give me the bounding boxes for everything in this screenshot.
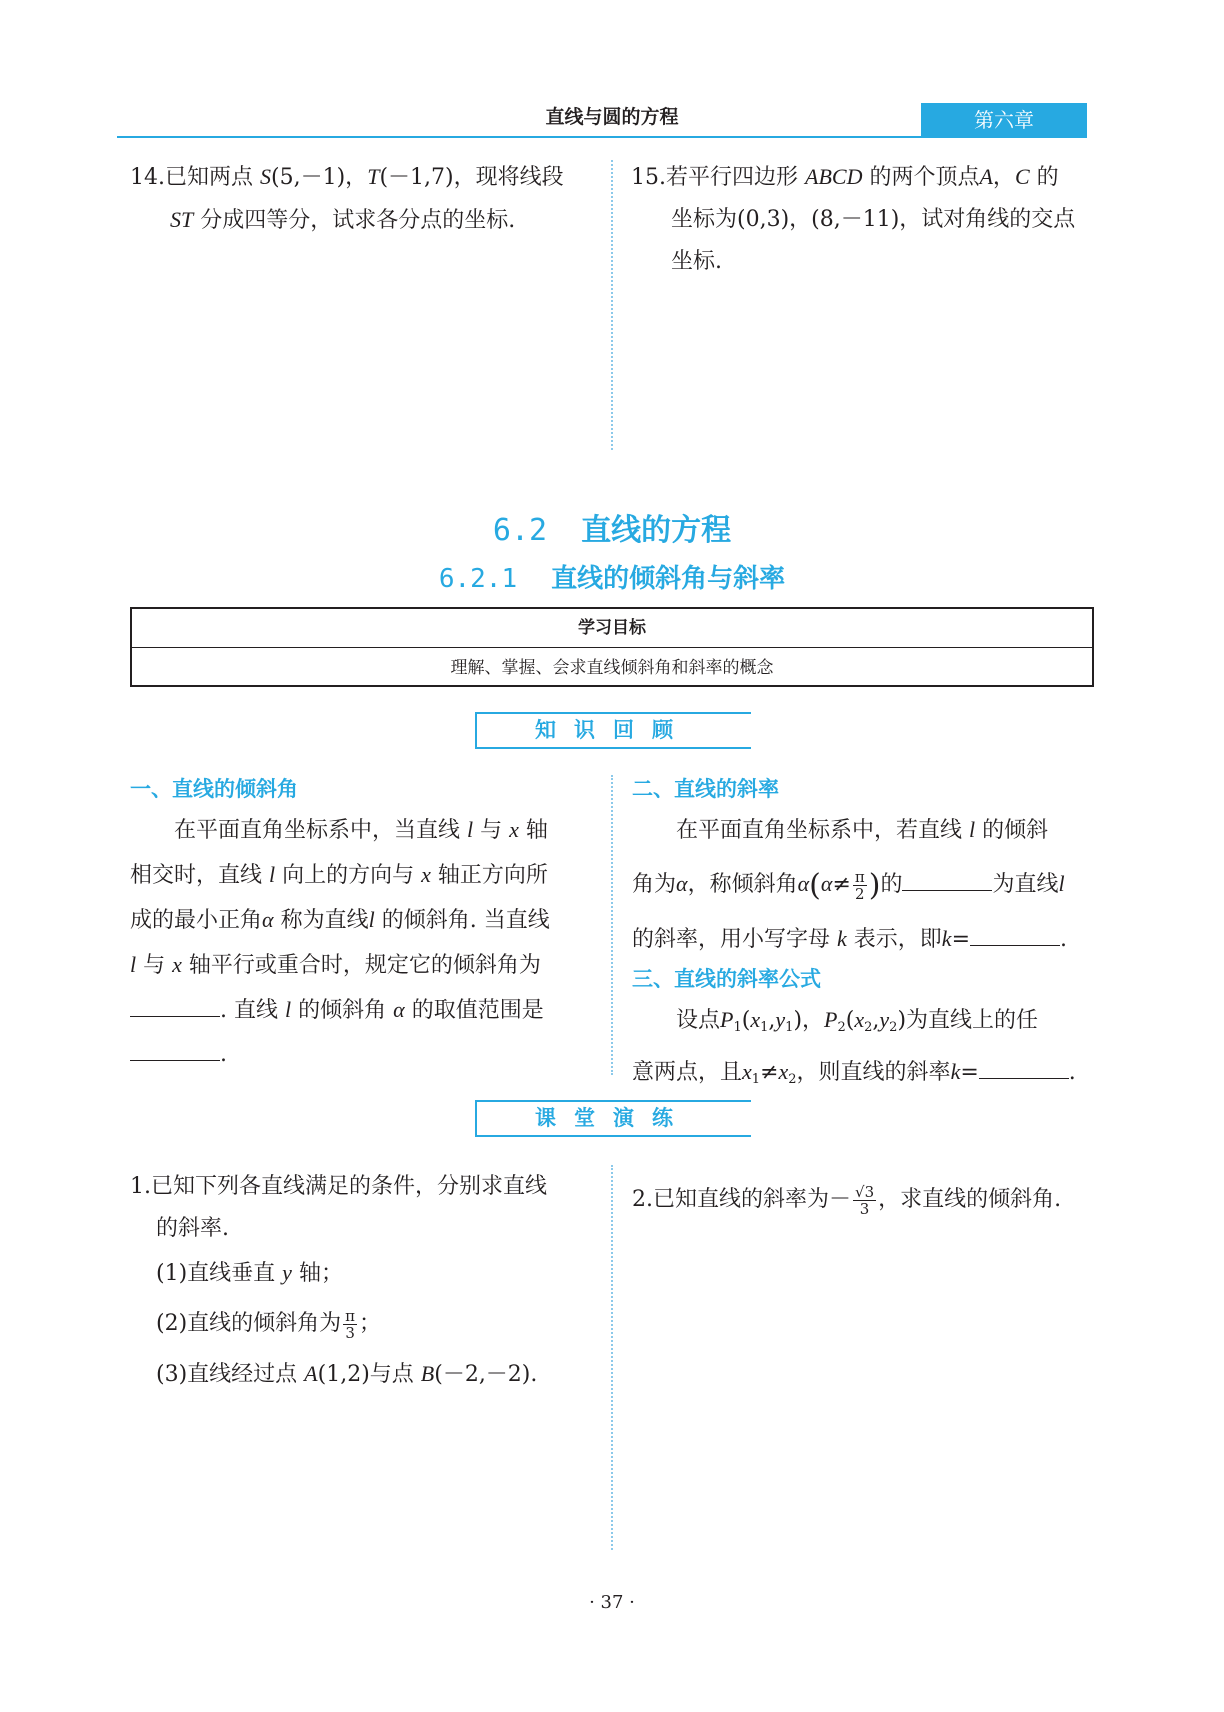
section-name: 直线的方程 (581, 513, 732, 548)
learning-goals-heading: 学习目标 (132, 609, 1092, 648)
knowledge-review-banner: 知识回顾 (475, 712, 751, 749)
answer-blank[interactable] (979, 1058, 1069, 1079)
header-rule (117, 136, 1087, 138)
column-divider-review (611, 775, 613, 1075)
classroom-practice-banner: 课堂演练 (475, 1100, 751, 1137)
heading-slope: 二、直线的斜率 (632, 777, 779, 801)
column-divider-practice (611, 1165, 613, 1550)
inclination-angle-paragraph: 在平面直角坐标系中，当直线 l 与 x 轴 相交时，直线 l 向上的方向与 x 轴正方向所 成的最小正角α 称为直线l 的倾斜角. 当直线 l 与 x 轴平行或重合时，规定它的倾斜角为 . 直线 l 的倾斜角 α 的取值范围是 . (130, 817, 550, 1067)
question-14: 14.已知两点 S(5,－1)，T(－1,7)，现将线段 ST 分成四等分，试求各分点的坐标. (130, 164, 564, 233)
practice-question-1: 1.已知下列各直线满足的条件，分别求直线 的斜率. (1)直线垂直 y 轴； (2)直线的倾斜角为 $\frac{\pi}{3}$ ； (3)直线经过点 A(1,2)与点 B(－2,－2). (130, 1174, 548, 1387)
practice-question-2: 2.已知直线的斜率为－ $\frac{√3}{3}$ ，求直线的倾斜角. (632, 1182, 1062, 1218)
slope-formula-paragraph: 设点$P_1(x_1,y_1)$，$P_2(x_2,y_2)$为直线上的任 意两点，且$x_1\ne x_2$，则直线的斜率k= . (632, 1007, 1076, 1087)
answer-blank[interactable] (970, 925, 1060, 946)
section-number: 6.2 (492, 513, 548, 548)
subsection-title (0, 558, 1224, 595)
question-15: 15.若平行四边形 ABCD 的两个顶点A，C 的 坐标为(0,3)，(8,－11)，试对角线的交点 坐标. (631, 164, 1076, 274)
answer-blank[interactable] (130, 996, 220, 1017)
section-title (0, 505, 1224, 549)
answer-blank[interactable] (130, 1040, 220, 1061)
heading-slope-formula: 三、直线的斜率公式 (632, 967, 821, 991)
fraction-sqrt3-over-3: $\frac{√3}{3}$ (855, 1182, 875, 1218)
subsection-name: 直线的倾斜角与斜率 (551, 564, 786, 594)
heading-inclination-angle: 一、直线的倾斜角 (130, 777, 298, 801)
learning-goals-text: 理解、掌握、会求直线倾斜角和斜率的概念 (450, 658, 774, 678)
fraction-pi-over-2: $\frac{\pi}{2}$ (854, 867, 865, 903)
slope-paragraph: 在平面直角坐标系中，若直线 l 的倾斜 角为α，称倾斜角α(α≠ $\frac{\pi}{2}$ )的 为直线l 的斜率，用小写字母 k 表示，即k= . (632, 817, 1067, 952)
running-header-title: 直线与圆的方程 (545, 106, 679, 128)
learning-goals-box (130, 607, 1094, 687)
chapter-tab: 第六章 (921, 103, 1087, 138)
fraction-pi-over-3: $\frac{\pi}{3}$ (345, 1306, 356, 1342)
page-number: · 37 · (589, 1592, 635, 1613)
answer-blank[interactable] (902, 870, 992, 891)
subsection-number: 6.2.1 (438, 564, 518, 594)
